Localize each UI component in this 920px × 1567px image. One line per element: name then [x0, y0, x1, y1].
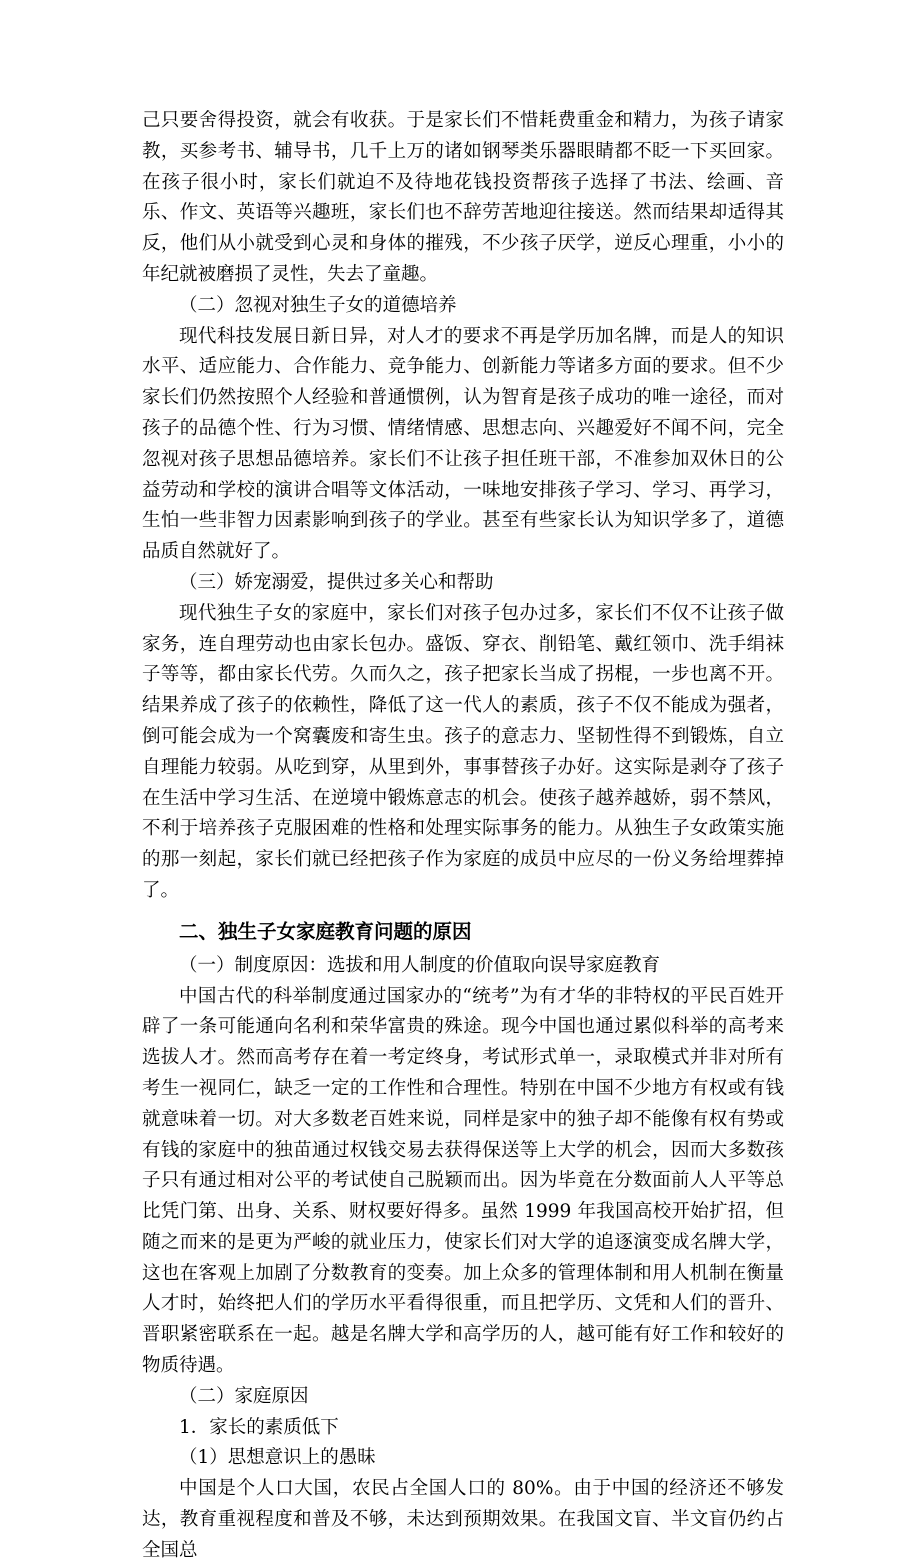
section-heading-causes: 二、独生子女家庭教育问题的原因 [179, 919, 472, 943]
document-page [142, 106, 784, 1567]
paragraph-institutional-causes: 中国古代的科举制度通过国家办的“统考”为有才华的非特权的平民百姓开辟了一条可能通向名利和荣华富贵的殊途。现今中国也通过累似科举的高考来选拔人才。然而高考存在着一考定终身，考试形式单一，录取模式并非对所有考生一视同仁，缺乏一定的工作性和合理性。特别在中国不少地方有权或有钱就意味着一切。对大多数老百姓来说，同样是家中的独子却不能像有权有势或有钱的家庭中的独苗通过权钱交易去获得保送等上大学的机会，因而大多数孩子只有通过相对公平的考试使自己脱颖而出。因为毕竟在分数面前人人平等总比凭门第、出身、关系、财权要好得多。虽然 1999 年我国高校开始扩招，但随之而来的是更为严峻的就业压力，使家长们对大学的追逐演变成名牌大学，这也在客观上加剧了分数教育的变奏。加上众多的管理体制和用人机制在衡量人才时，始终把人们的学历水平看得很重，而且把学历、文凭和人们的晋升、晋职紧密联系在一起。越是名牌大学和高学历的人，越可能有好工作和较好的物质待遇。 [142, 985, 784, 1377]
subheading-institutional-causes: （一）制度原因：选拔和用人制度的价值取向误导家庭教育 [179, 954, 661, 976]
subheading-parent-quality: 1．家长的素质低下 [179, 1416, 339, 1438]
paragraph-spoiling: 现代独生子女的家庭中，家长们对孩子包办过多，家长们不仅不让孩子做家务，连自理劳动也由家长包办。盛饭、穿衣、削铅笔、戴红领巾、洗手绢袜子等等，都由家长代劳。久而久之，孩子把家长当成了拐棍，一步也离不开。结果养成了孩子的依赖性，降低了这一代人的素质，孩子不仅不能成为强者，倒可能会成为一个窝囊废和寄生虫。孩子的意志力、坚韧性得不到锻炼，自立自理能力较弱。从吃到穿，从里到外，事事替孩子办好。这实际是剥夺了孩子在生活中学习生活、在逆境中锻炼意志的机会。使孩子越养越娇，弱不禁风，不利于培养孩子克服困难的性格和处理实际事务的能力。从独生子女政策实施的那一刻起，家长们就已经把孩子作为家庭的成员中应尽的一份义务给埋葬掉了。 [142, 602, 784, 901]
paragraph-population: 中国是个人口大国，农民占全国人口的 80%。由于中国的经济还不够发达，教育重视程度和普及不够，未达到预期效果。在我国文盲、半文盲仍约占全国总 [142, 1478, 784, 1561]
paragraph-continued: 己只要舍得投资，就会有收获。于是家长们不惜耗费重金和精力，为孩子请家教，买参考书、辅导书，几千上万的诸如钢琴类乐器眼睛都不眨一下买回家。在孩子很小时，家长们就迫不及待地花钱投资帮孩子选择了书法、绘画、音乐、作文、英语等兴趣班，家长们也不辞劳苦地迎往接送。然而结果却适得其反，他们从小就受到心灵和身体的摧残，不少孩子厌学，逆反心理重，小小的年纪就被磨损了灵性，失去了童趣。 [142, 110, 784, 285]
paragraph-moral-education: 现代科技发展日新日异，对人才的要求不再是学历加名牌，而是人的知识水平、适应能力、合作能力、竞争能力、创新能力等诸多方面的要求。但不少家长们仍然按照个人经验和普通惯例，认为智育是孩子成功的唯一途径，而对孩子的品德个性、行为习惯、情绪情感、思想志向、兴趣爱好不闻不问，完全忽视对孩子思想品德培养。家长们不让孩子担任班干部，不准参加双休日的公益劳动和学校的演讲合唱等文体活动，一味地安排孩子学习、学习、再学习，生怕一些非智力因素影响到孩子的学业。甚至有些家长认为知识学多了，道德品质自然就好了。 [142, 325, 784, 563]
subheading-moral-education: （二）忽视对独生子女的道德培养 [179, 294, 457, 316]
subheading-spoiling: （三）娇宠溺爱，提供过多关心和帮助 [179, 571, 494, 593]
subheading-ideological-ignorance: （1）思想意识上的愚昧 [179, 1447, 376, 1469]
subheading-family-causes: （二）家庭原因 [179, 1385, 309, 1407]
